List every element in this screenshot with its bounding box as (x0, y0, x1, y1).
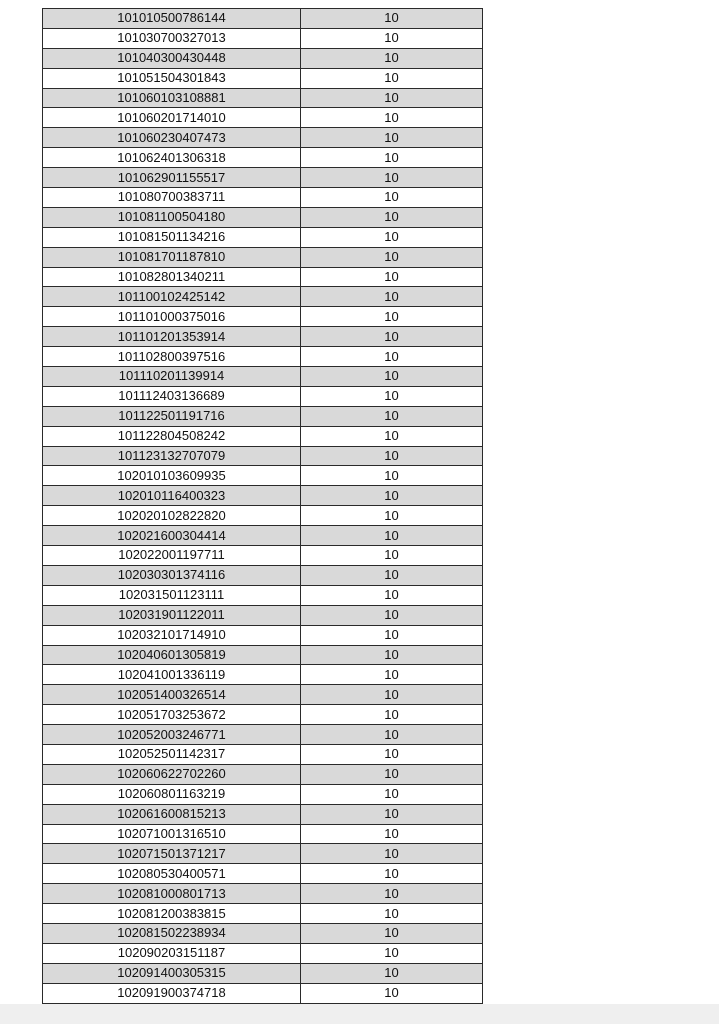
code-cell: 101123132707079 (43, 446, 301, 466)
table-row (43, 426, 483, 446)
table-row (43, 48, 483, 68)
table-row (43, 148, 483, 168)
value-cell: 10 (301, 904, 483, 924)
value-cell: 10 (301, 764, 483, 784)
table-row (43, 824, 483, 844)
table-row (43, 466, 483, 486)
code-cell: 102090203151187 (43, 943, 301, 963)
code-cell: 102020102822820 (43, 506, 301, 526)
value-cell: 10 (301, 406, 483, 426)
value-cell: 10 (301, 824, 483, 844)
code-cell: 102010116400323 (43, 486, 301, 506)
code-cell: 102080530400571 (43, 864, 301, 884)
value-cell: 10 (301, 9, 483, 29)
value-cell: 10 (301, 844, 483, 864)
code-cell: 102060801163219 (43, 784, 301, 804)
code-cell: 101060103108881 (43, 88, 301, 108)
value-cell: 10 (301, 68, 483, 88)
table-row (43, 526, 483, 546)
table-row (43, 486, 483, 506)
table-row (43, 546, 483, 566)
value-cell: 10 (301, 923, 483, 943)
table-row (43, 585, 483, 605)
value-cell: 10 (301, 327, 483, 347)
code-cell: 102030301374116 (43, 565, 301, 585)
value-cell: 10 (301, 48, 483, 68)
code-cell: 101100102425142 (43, 287, 301, 307)
value-cell: 10 (301, 287, 483, 307)
table-row (43, 963, 483, 983)
value-cell: 10 (301, 565, 483, 585)
table-row (43, 347, 483, 367)
table-row (43, 287, 483, 307)
code-cell: 101062901155517 (43, 168, 301, 188)
code-cell: 101110201139914 (43, 367, 301, 387)
code-cell: 102081200383815 (43, 904, 301, 924)
value-cell: 10 (301, 546, 483, 566)
code-cell: 102031901122011 (43, 605, 301, 625)
code-cell: 102051703253672 (43, 705, 301, 725)
code-cell: 102060622702260 (43, 764, 301, 784)
code-cell: 101060201714010 (43, 108, 301, 128)
value-cell: 10 (301, 963, 483, 983)
value-cell: 10 (301, 386, 483, 406)
value-cell: 10 (301, 685, 483, 705)
code-cell: 101051504301843 (43, 68, 301, 88)
code-cell: 101010500786144 (43, 9, 301, 29)
code-cell: 102091900374718 (43, 983, 301, 1003)
table-row (43, 804, 483, 824)
value-cell: 10 (301, 347, 483, 367)
table-row (43, 28, 483, 48)
data-table (42, 8, 483, 1004)
value-cell: 10 (301, 168, 483, 188)
code-cell: 102061600815213 (43, 804, 301, 824)
table-row (43, 386, 483, 406)
value-cell: 10 (301, 526, 483, 546)
value-cell: 10 (301, 466, 483, 486)
value-cell: 10 (301, 864, 483, 884)
code-cell: 102081000801713 (43, 884, 301, 904)
value-cell: 10 (301, 267, 483, 287)
table-row (43, 207, 483, 227)
table-row (43, 68, 483, 88)
code-cell: 101081701187810 (43, 247, 301, 267)
value-cell: 10 (301, 307, 483, 327)
value-cell: 10 (301, 665, 483, 685)
code-cell: 102071501371217 (43, 844, 301, 864)
value-cell: 10 (301, 645, 483, 665)
value-cell: 10 (301, 486, 483, 506)
table-row (43, 983, 483, 1003)
code-cell: 101122804508242 (43, 426, 301, 446)
value-cell: 10 (301, 247, 483, 267)
table-row (43, 764, 483, 784)
table-row (43, 943, 483, 963)
table-body (43, 9, 483, 1004)
table-row (43, 784, 483, 804)
value-cell: 10 (301, 804, 483, 824)
code-cell: 101060230407473 (43, 128, 301, 148)
code-cell: 101082801340211 (43, 267, 301, 287)
code-cell: 101062401306318 (43, 148, 301, 168)
value-cell: 10 (301, 506, 483, 526)
code-cell: 101040300430448 (43, 48, 301, 68)
table-row (43, 327, 483, 347)
bottom-bar (0, 1004, 719, 1024)
table-row (43, 904, 483, 924)
value-cell: 10 (301, 446, 483, 466)
table-row (43, 227, 483, 247)
value-cell: 10 (301, 108, 483, 128)
table-row (43, 884, 483, 904)
value-cell: 10 (301, 227, 483, 247)
code-cell: 101112403136689 (43, 386, 301, 406)
table-row (43, 307, 483, 327)
code-cell: 102091400305315 (43, 963, 301, 983)
table-row (43, 247, 483, 267)
value-cell: 10 (301, 725, 483, 745)
value-cell: 10 (301, 207, 483, 227)
value-cell: 10 (301, 367, 483, 387)
table-row (43, 705, 483, 725)
code-cell: 102021600304414 (43, 526, 301, 546)
table-row (43, 267, 483, 287)
value-cell: 10 (301, 943, 483, 963)
code-cell: 101122501191716 (43, 406, 301, 426)
value-cell: 10 (301, 983, 483, 1003)
code-cell: 102010103609935 (43, 466, 301, 486)
code-cell: 102052501142317 (43, 744, 301, 764)
table-row (43, 108, 483, 128)
value-cell: 10 (301, 128, 483, 148)
code-cell: 101101000375016 (43, 307, 301, 327)
code-cell: 101080700383711 (43, 188, 301, 208)
table-row (43, 605, 483, 625)
code-cell: 102032101714910 (43, 625, 301, 645)
table-row (43, 188, 483, 208)
table-row (43, 685, 483, 705)
table-row (43, 506, 483, 526)
table-row (43, 645, 483, 665)
code-cell: 101102800397516 (43, 347, 301, 367)
value-cell: 10 (301, 28, 483, 48)
code-cell: 101030700327013 (43, 28, 301, 48)
table-row (43, 744, 483, 764)
code-cell: 101101201353914 (43, 327, 301, 347)
code-cell: 102071001316510 (43, 824, 301, 844)
table-row (43, 923, 483, 943)
code-cell: 101081100504180 (43, 207, 301, 227)
code-cell: 102081502238934 (43, 923, 301, 943)
value-cell: 10 (301, 884, 483, 904)
table-row (43, 665, 483, 685)
table-row (43, 88, 483, 108)
value-cell: 10 (301, 744, 483, 764)
table-row (43, 9, 483, 29)
table-row (43, 844, 483, 864)
table-row (43, 367, 483, 387)
code-cell: 102022001197711 (43, 546, 301, 566)
value-cell: 10 (301, 426, 483, 446)
table-row (43, 565, 483, 585)
value-cell: 10 (301, 188, 483, 208)
code-cell: 101081501134216 (43, 227, 301, 247)
code-cell: 102051400326514 (43, 685, 301, 705)
code-cell: 102031501123111 (43, 585, 301, 605)
code-cell: 102040601305819 (43, 645, 301, 665)
value-cell: 10 (301, 625, 483, 645)
value-cell: 10 (301, 148, 483, 168)
table-row (43, 128, 483, 148)
value-cell: 10 (301, 705, 483, 725)
table-row (43, 406, 483, 426)
table-row (43, 625, 483, 645)
table-row (43, 864, 483, 884)
table-row (43, 446, 483, 466)
table-row (43, 725, 483, 745)
value-cell: 10 (301, 605, 483, 625)
value-cell: 10 (301, 784, 483, 804)
value-cell: 10 (301, 88, 483, 108)
table-row (43, 168, 483, 188)
value-cell: 10 (301, 585, 483, 605)
code-cell: 102041001336119 (43, 665, 301, 685)
code-cell: 102052003246771 (43, 725, 301, 745)
